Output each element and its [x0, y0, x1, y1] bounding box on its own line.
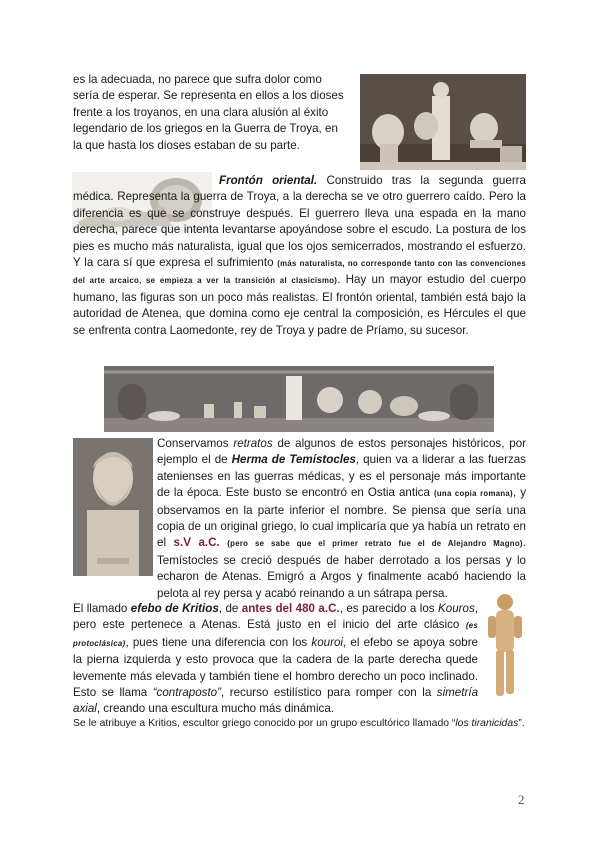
themistocles-text-4: , y observamos en la parte inferior el nombre. Se piensa que sería una copia de un original griego, lo cual implicaría que ya había un retrato en el — [157, 486, 526, 550]
paragraph-themistocles — [73, 436, 526, 598]
kritios-contraposto: “contraposto” — [152, 686, 221, 700]
themistocles-note-2: (pero se sabe que el primer retrato fue el de Alejandro Magno) — [227, 539, 523, 549]
kritios-text-5: , pues tiene una diferencia con los — [125, 635, 312, 649]
intro-line-4: legendario de los griegos en la Guerra de Troya, en — [73, 122, 338, 136]
themistocles-name: Herma de Temístocles — [231, 453, 356, 467]
themistocles-text-6: . Temístocles se creció después de haber derrotado a los persas y lo echaron de Atenas. Emigró a Argos y finalmente acabó haciendo la pelota al rey persa y acabó reinando a un sátrapa persa. — [157, 536, 527, 600]
paragraph-east-pediment — [73, 173, 526, 363]
kritios-kouroi: kouroi — [311, 635, 343, 649]
kritios-date: antes del 480 a.C. — [241, 602, 340, 615]
east-pediment-note: (más naturalista, no corresponde tanto con las convenciones del arte arcaico, se empieza a ver la transición al clasicismo) — [73, 259, 527, 286]
kritios-text-7: , recurso estilístico para romper con la — [221, 686, 437, 700]
intro-line-3: frente a los troyanos, en una clara alusión al éxito — [73, 105, 329, 119]
themistocles-text-2: de algunos de estos personajes históricos, por ejemplo el de — [157, 437, 526, 467]
kritios-text-3: , es parecido a los — [339, 602, 439, 615]
intro-line-1: es la adecuada, no parece que sufra dolor como — [73, 73, 322, 86]
kritios-text-4: , pero este pertenece a Atenas. Está justo en el inicio del arte clásico — [73, 602, 478, 632]
kritios-text-6: , el efebo se apoya sobre la pierna izquierda y esto provoca que la cadera de la parte derecha quede levemente más elevada y también tiene el hombro derecho un poco inclinado. Esto se llama — [73, 635, 478, 700]
kritios-simetria: simetría axial — [73, 686, 479, 716]
attribution-tiranicidas: los tiranicidas — [455, 718, 519, 729]
page-number: 2 — [518, 792, 525, 807]
east-pediment-text-a: Construido tras la segunda guerra médica. Representa la guerra de Troya, a la derecha se ve otro guerrero caído. Pero la diferencia es que se construye después. El guerrero lleva una espada en la mano derecha, parece que intenta levantarse apoyándose sobre el escudo. La postura de los pies es mucho más naturalista, igual que los ojos semicerrados, mostrando el esfuerzo. Y la cara sí que expresa el sufrimiento — [73, 174, 526, 270]
east-pediment-title: Frontón oriental. — [219, 174, 318, 187]
themistocles-century: s.V a.C. — [173, 536, 220, 550]
kritios-name: efebo de Kritios — [130, 602, 219, 615]
figure-athena-pediment — [360, 74, 526, 170]
kritios-text-1: El llamado — [73, 602, 131, 615]
attribution-text-1: Se le atribuye a Kritios, escultor griego conocido por un grupo escultórico llamado “ — [73, 718, 456, 729]
kritios-kouros: Kouros — [438, 602, 475, 615]
paragraph-intro — [73, 72, 355, 154]
bust-spacer — [73, 436, 157, 586]
themistocles-text-1: Conservamos — [157, 437, 234, 450]
intro-line-5: la que hasta los dioses estaban de su parte. — [73, 138, 300, 152]
themistocles-text-3: , quien va a liderar a las fuerzas atenienses en las guerras médicas, y es el personaje más importante de la época. Este busto se encontró en Ostia antica — [157, 453, 526, 500]
attribution-text-3: ”. — [518, 718, 525, 729]
paragraph-kritios — [73, 601, 478, 717]
paragraph-attribution — [73, 716, 526, 731]
figure-kritios-boy — [484, 590, 526, 708]
figure-east-pediment-wide — [104, 366, 494, 432]
kritios-note: (es protoclásica) — [73, 621, 478, 648]
kritios-text-8: , creando una escultura mucho más dinámica. — [96, 702, 335, 716]
themistocles-retratos: retratos — [233, 437, 273, 450]
east-pediment-text-b: . Hay un mayor estudio del cuerpo humano, las figuras son un poco más realistas. El frontón oriental, también está bajo la autoridad de Atenea, que domina como eje central la composición, es Hércules el que se enfrenta contra Laomedonte, rey de Troya y padre de Príamo, su sucesor. — [73, 273, 526, 337]
intro-line-2: sería de esperar. Se representa en ellos a los dioses — [73, 89, 344, 103]
themistocles-note-1: (una copia romana) — [433, 489, 513, 499]
kritios-text-2: , de — [218, 602, 242, 615]
